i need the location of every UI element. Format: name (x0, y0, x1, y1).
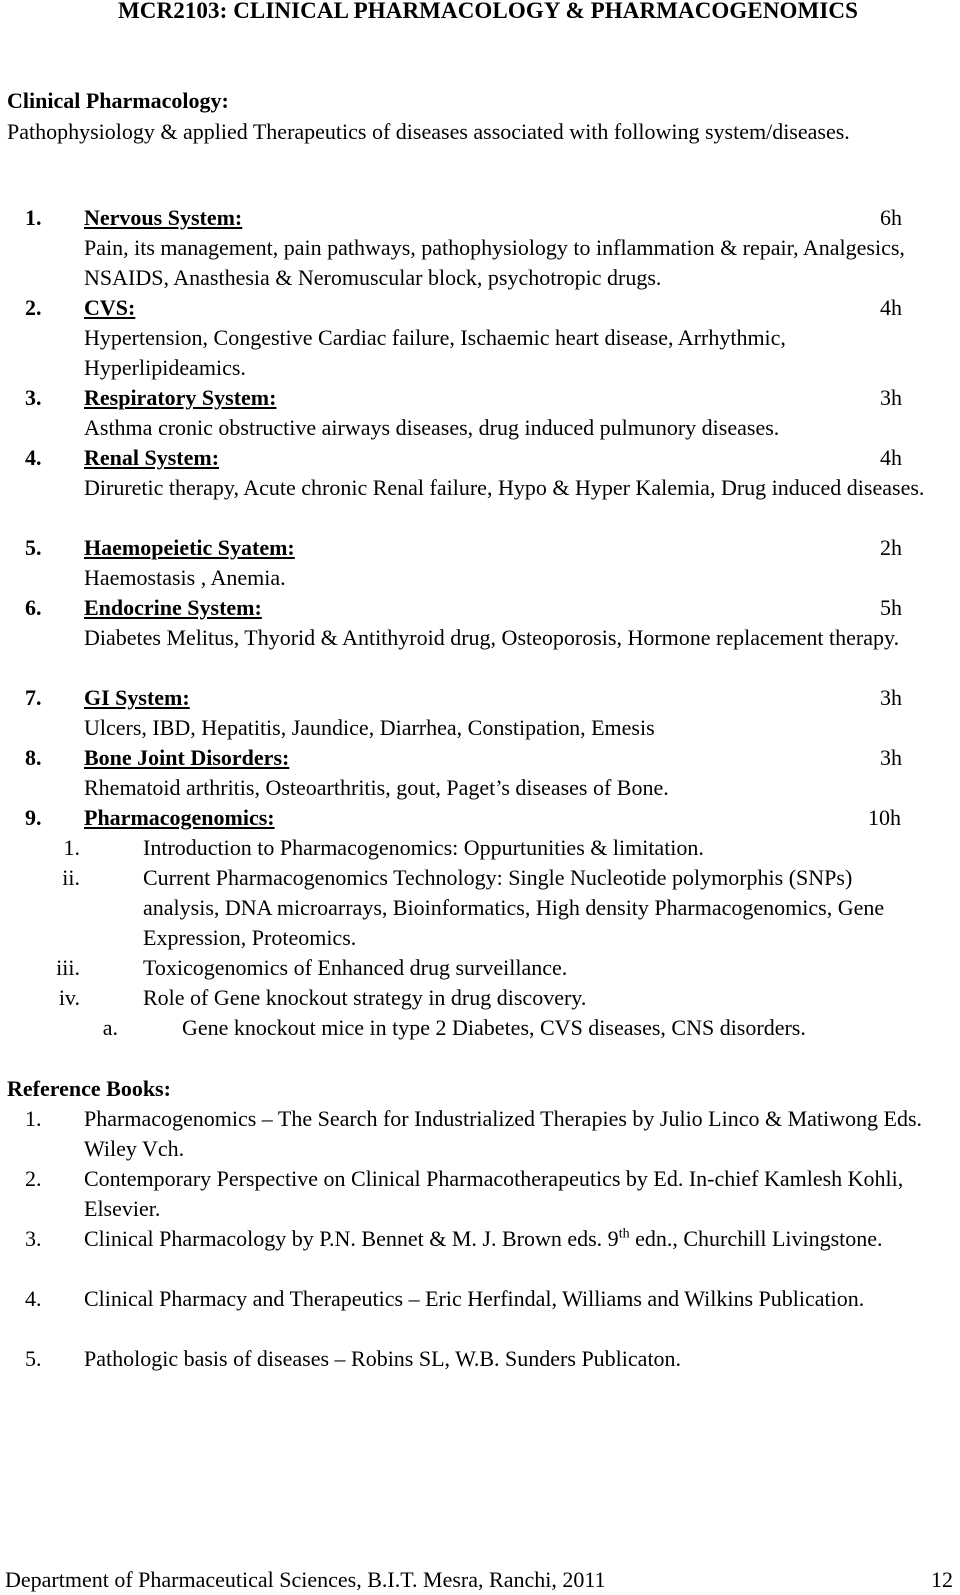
topic-description: Hypertension, Congestive Cardiac failure, Ischaemic heart disease, Arrhythmic, Hyperlipideamics. (84, 325, 786, 380)
topic-hours: 4h (880, 445, 902, 470)
subtopic-number: 1. (63, 835, 80, 860)
topic-number: 3. (25, 385, 42, 410)
topic-description: Asthma cronic obstructive airways diseases, drug induced pulmunory diseases. (84, 415, 780, 440)
topic-title: Haemopeietic Syatem: (84, 535, 295, 560)
reference-text: Pharmacogenomics – The Search for Industrialized Therapies by Julio Linco & Matiwong Eds. Wiley Vch. (84, 1106, 923, 1161)
subtopic-number: iii. (56, 955, 80, 980)
subtopic-number: iv. (58, 985, 80, 1010)
topic-hours: 3h (880, 745, 902, 770)
reference-number: 3. (25, 1226, 42, 1251)
reference-number: 5. (25, 1346, 42, 1371)
reference-text: Pathologic basis of diseases – Robins SL, W.B. Sunders Publicaton. (84, 1346, 682, 1371)
topic-title: Nervous System: (84, 205, 243, 230)
topic-title: CVS: (84, 295, 136, 320)
topic-title: GI System: (84, 685, 190, 710)
intro-paragraph: Pathophysiology & applied Therapeutics of diseases associated with following system/diseases. (7, 119, 850, 144)
subtopic-text: Introduction to Pharmacogenomics: Oppurtunities & limitation. (143, 835, 704, 860)
topic-title: Respiratory System: (84, 385, 277, 410)
topic-description: Diabetes Melitus, Thyorid & Antithyroid drug, Osteoporosis, Hormone replacement therapy. (84, 625, 900, 650)
topic-hours: 6h (880, 205, 902, 230)
topic-description: Diruretic therapy, Acute chronic Renal failure, Hypo & Hyper Kalemia, Drug induced diseases. (84, 475, 925, 500)
topic-title: Bone Joint Disorders: (84, 745, 290, 770)
page-title: MCR2103: CLINICAL PHARMACOLOGY & PHARMACOGENOMICS (117, 0, 859, 23)
subtopic-number: ii. (62, 865, 80, 890)
topic-number: 6. (25, 595, 42, 620)
footer-page-number: 12 (931, 1567, 953, 1592)
reference-text-part: Clinical Pharmacology by P.N. Bennet & M. J. Brown eds. 9 (84, 1226, 619, 1251)
topic-hours: 10h (868, 805, 901, 830)
reference-text: Contemporary Perspective on Clinical Pharmacotherapeutics by Ed. In-chief Kamlesh Kohli, Elsevier. (84, 1166, 904, 1221)
reference-text (84, 1224, 944, 1254)
topic-hours: 4h (880, 295, 902, 320)
reference-text-part: edn., Churchill Livingstone. (629, 1226, 883, 1251)
subtopic-text: Current Pharmacogenomics Technology: Single Nucleotide polymorphis (SNPs) analysis, DNA microarrays, Bioinformatics, High density Pharmacogenomics, Gene Expression, Proteomics. (143, 865, 885, 950)
topic-number: 4. (25, 445, 42, 470)
topic-number: 7. (25, 685, 42, 710)
reference-text: Clinical Pharmacy and Therapeutics – Eric Herfindal, Williams and Wilkins Publication. (84, 1286, 865, 1311)
footer-department: Department of Pharmaceutical Sciences, B.I.T. Mesra, Ranchi, 2011 (5, 1567, 606, 1592)
topic-number: 9. (25, 805, 42, 830)
topic-description: Haemostasis , Anemia. (84, 565, 286, 590)
topic-number: 8. (25, 745, 42, 770)
topic-description: Pain, its management, pain pathways, pathophysiology to inflammation & repair, Analgesics, NSAIDS, Anasthesia & Neromuscular block, psychotropic drugs. (84, 235, 905, 290)
topic-hours: 5h (880, 595, 902, 620)
subtopic-text: Toxicogenomics of Enhanced drug surveillance. (143, 955, 568, 980)
subtopic-text: Gene knockout mice in type 2 Diabetes, CVS diseases, CNS disorders. (182, 1015, 806, 1040)
topic-number: 1. (25, 205, 42, 230)
reference-number: 2. (25, 1166, 42, 1191)
subtopic-text: Role of Gene knockout strategy in drug discovery. (143, 985, 587, 1010)
superscript-ordinal: th (618, 1226, 630, 1242)
reference-number: 4. (25, 1286, 42, 1311)
subtopic-number: a. (102, 1015, 118, 1040)
topic-hours: 3h (880, 685, 902, 710)
topic-title: Pharmacogenomics: (84, 805, 275, 830)
topic-description: Rhematoid arthritis, Osteoarthritis, gout, Paget’s diseases of Bone. (84, 775, 669, 800)
topic-description: Ulcers, IBD, Hepatitis, Jaundice, Diarrhea, Constipation, Emesis (84, 715, 655, 740)
topic-title: Renal System: (84, 445, 220, 470)
section-heading-reference-books: Reference Books: (7, 1076, 171, 1101)
topic-hours: 2h (880, 535, 902, 560)
topic-number: 2. (25, 295, 42, 320)
section-heading-clinical-pharmacology: Clinical Pharmacology: (7, 88, 229, 113)
reference-number: 1. (25, 1106, 42, 1131)
topic-number: 5. (25, 535, 42, 560)
topic-title: Endocrine System: (84, 595, 262, 620)
topic-hours: 3h (880, 385, 902, 410)
